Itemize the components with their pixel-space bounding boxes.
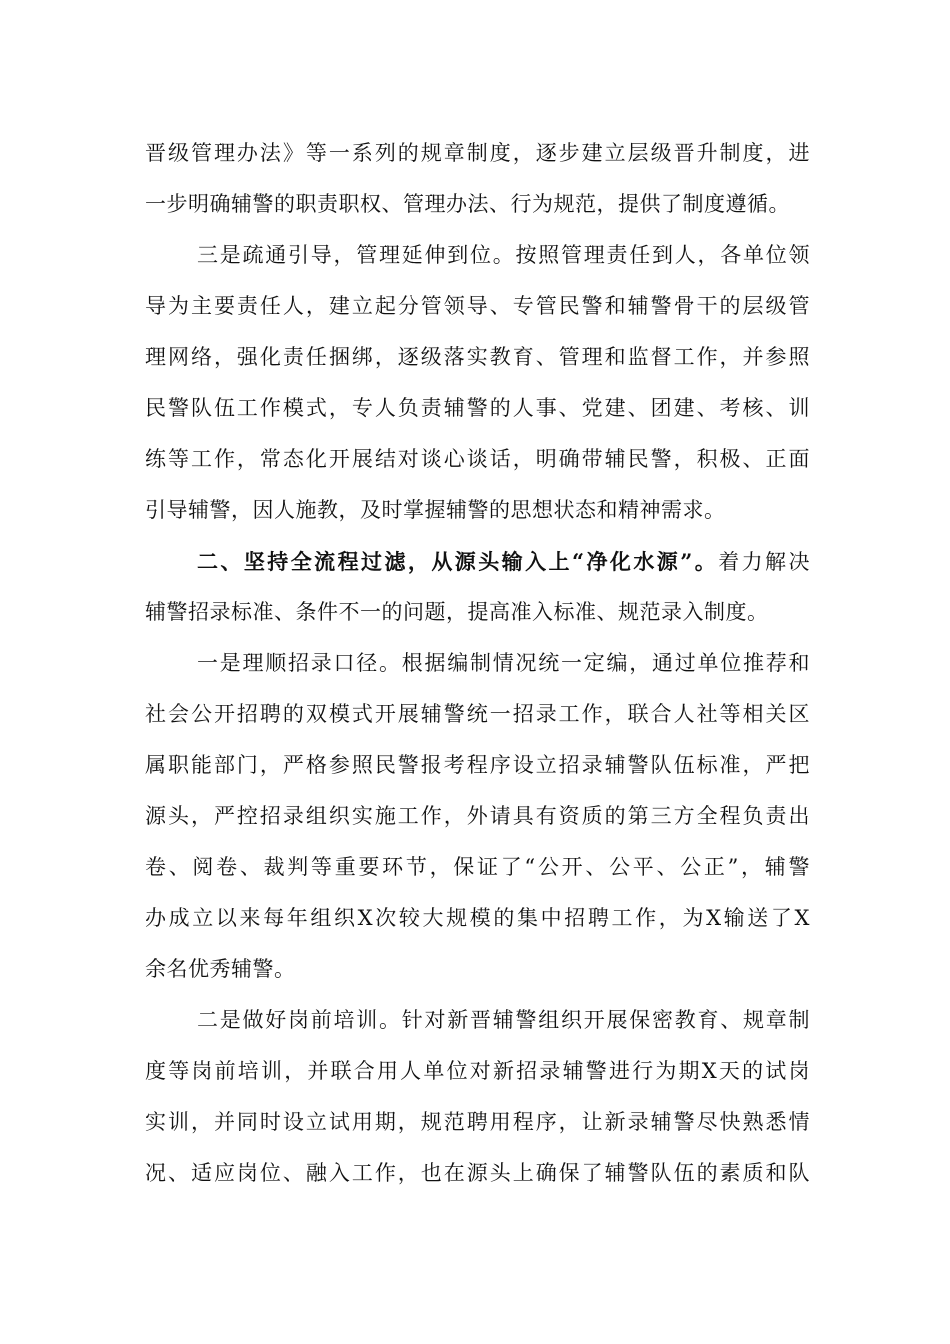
text-line: 实训，并同时设立试用期，规范聘用程序，让新录辅警尽快熟悉情 xyxy=(145,1110,810,1134)
paragraph-first-line: 一是理顺招录口径。根据编制情况统一定编，通过单位推荐和 xyxy=(197,651,810,675)
text-line: 社会公开招聘的双模式开展辅警统一招录工作，联合人社等相关区 xyxy=(145,702,810,726)
text-line: 导为主要责任人，建立起分管领导、专管民警和辅警骨干的层级管 xyxy=(145,294,810,318)
text-line: 余名优秀辅警。 xyxy=(145,957,296,981)
text-line: 辅警招录标准、条件不一的问题，提高准入标准、规范录入制度。 xyxy=(145,600,769,624)
text-line: 属职能部门，严格参照民警报考程序设立招录辅警队伍标准，严把 xyxy=(145,753,810,777)
document-page xyxy=(145,128,810,1199)
text-line: 晋级管理办法》等一系列的规章制度，逐步建立层级晋升制度，进 xyxy=(145,141,810,165)
paragraph-first-line: 二是做好岗前培训。针对新晋辅警组织开展保密教育、规章制 xyxy=(197,1008,810,1032)
text-line: 办成立以来每年组织X次较大规模的集中招聘工作，为X输送了X xyxy=(145,906,810,930)
text-line: 练等工作，常态化开展结对谈心谈话，明确带辅民警，积极、正面 xyxy=(145,447,810,471)
text-line: 卷、阅卷、裁判等重要环节，保证了“公开、公平、公正”，辅警 xyxy=(145,855,810,879)
text-line: 引导辅警，因人施教，及时掌握辅警的思想状态和精神需求。 xyxy=(145,498,726,522)
heading-continuation: 着力解决 xyxy=(718,550,810,574)
text-line: 度等岗前培训，并联合用人单位对新招录辅警进行为期X天的试岗 xyxy=(145,1059,810,1083)
text-line: 理网络，强化责任捆绑，逐级落实教育、管理和监督工作，并参照 xyxy=(145,345,810,369)
text-line: 一步明确辅警的职责职权、管理办法、行为规范，提供了制度遵循。 xyxy=(145,192,790,216)
section-heading-line xyxy=(145,536,810,587)
section-heading: 二、坚持全流程过滤，从源头输入上“净化水源”。 xyxy=(197,549,719,574)
text-line: 民警队伍工作模式，专人负责辅警的人事、党建、团建、考核、训 xyxy=(145,396,810,420)
text-line: 况、适应岗位、融入工作，也在源头上确保了辅警队伍的素质和队 xyxy=(145,1161,810,1185)
paragraph-first-line: 三是疏通引导，管理延伸到位。按照管理责任到人，各单位领 xyxy=(197,243,810,267)
text-line: 源头，严控招录组织实施工作，外请具有资质的第三方全程负责出 xyxy=(145,804,810,828)
